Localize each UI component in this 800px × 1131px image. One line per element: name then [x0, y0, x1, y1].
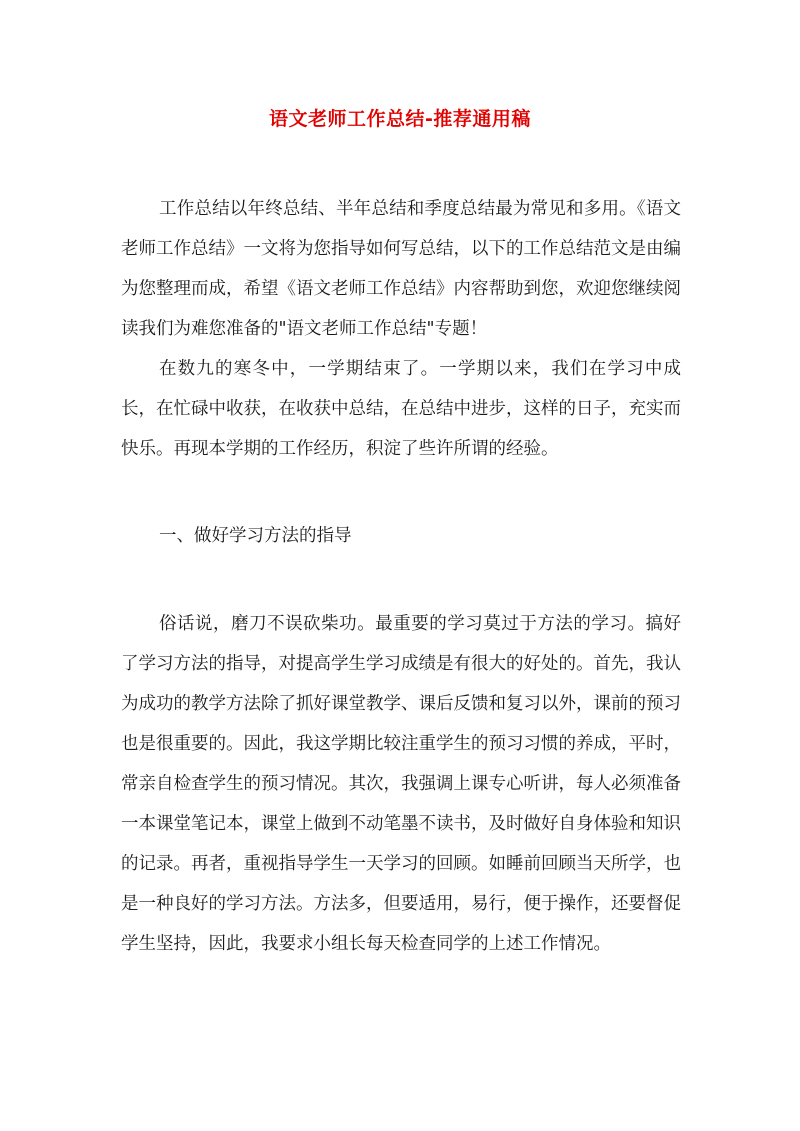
intro-paragraph: 工作总结以年终总结、半年总结和季度总结最为常见和多用。《语文老师工作总结》一文将为您指导如何写总结，以下的工作总结范文是由编为您整理而成，希望《语文老师工作总结》内容帮助到您，欢迎您继续阅读我们为难您准备的"语文老师工作总结"专题！: [121, 199, 681, 339]
section-paragraph: 俗话说，磨刀不误砍柴功。最重要的学习莫过于方法的学习。搞好了学习方法的指导，对提高学生学习成绩是有很大的好处的。首先，我认为成功的教学方法除了抓好课堂教学、课后反馈和复习以外，课前的预习也是很重要的。因此，我这学期比较注重学生的预习习惯的养成，平时，常亲自检查学生的预习情况。其次，我强调上课专心听讲，每人必须准备一本课堂笔记本，课堂上做到不动笔墨不读书，及时做好自身体验和知识的记录。再者，重视指导学生一天学习的回顾。如睡前回顾当天所学，也是一种良好的学习方法。方法多，但要适用，易行，便于操作，还要督促学生坚持，因此，我要求小组长每天检查同学的上述工作情况。: [121, 614, 681, 954]
section-heading: 一、做好学习方法的指导: [159, 526, 352, 546]
body-paragraph: 在数九的寒冬中，一学期结束了。一学期以来，我们在学习中成长，在忙碌中收获，在收获中总结，在总结中进步，这样的日子，充实而快乐。再现本学期的工作经历，积淀了些许所谓的经验。: [121, 359, 681, 459]
document-title: 语文老师工作总结-推荐通用稿: [269, 108, 531, 130]
